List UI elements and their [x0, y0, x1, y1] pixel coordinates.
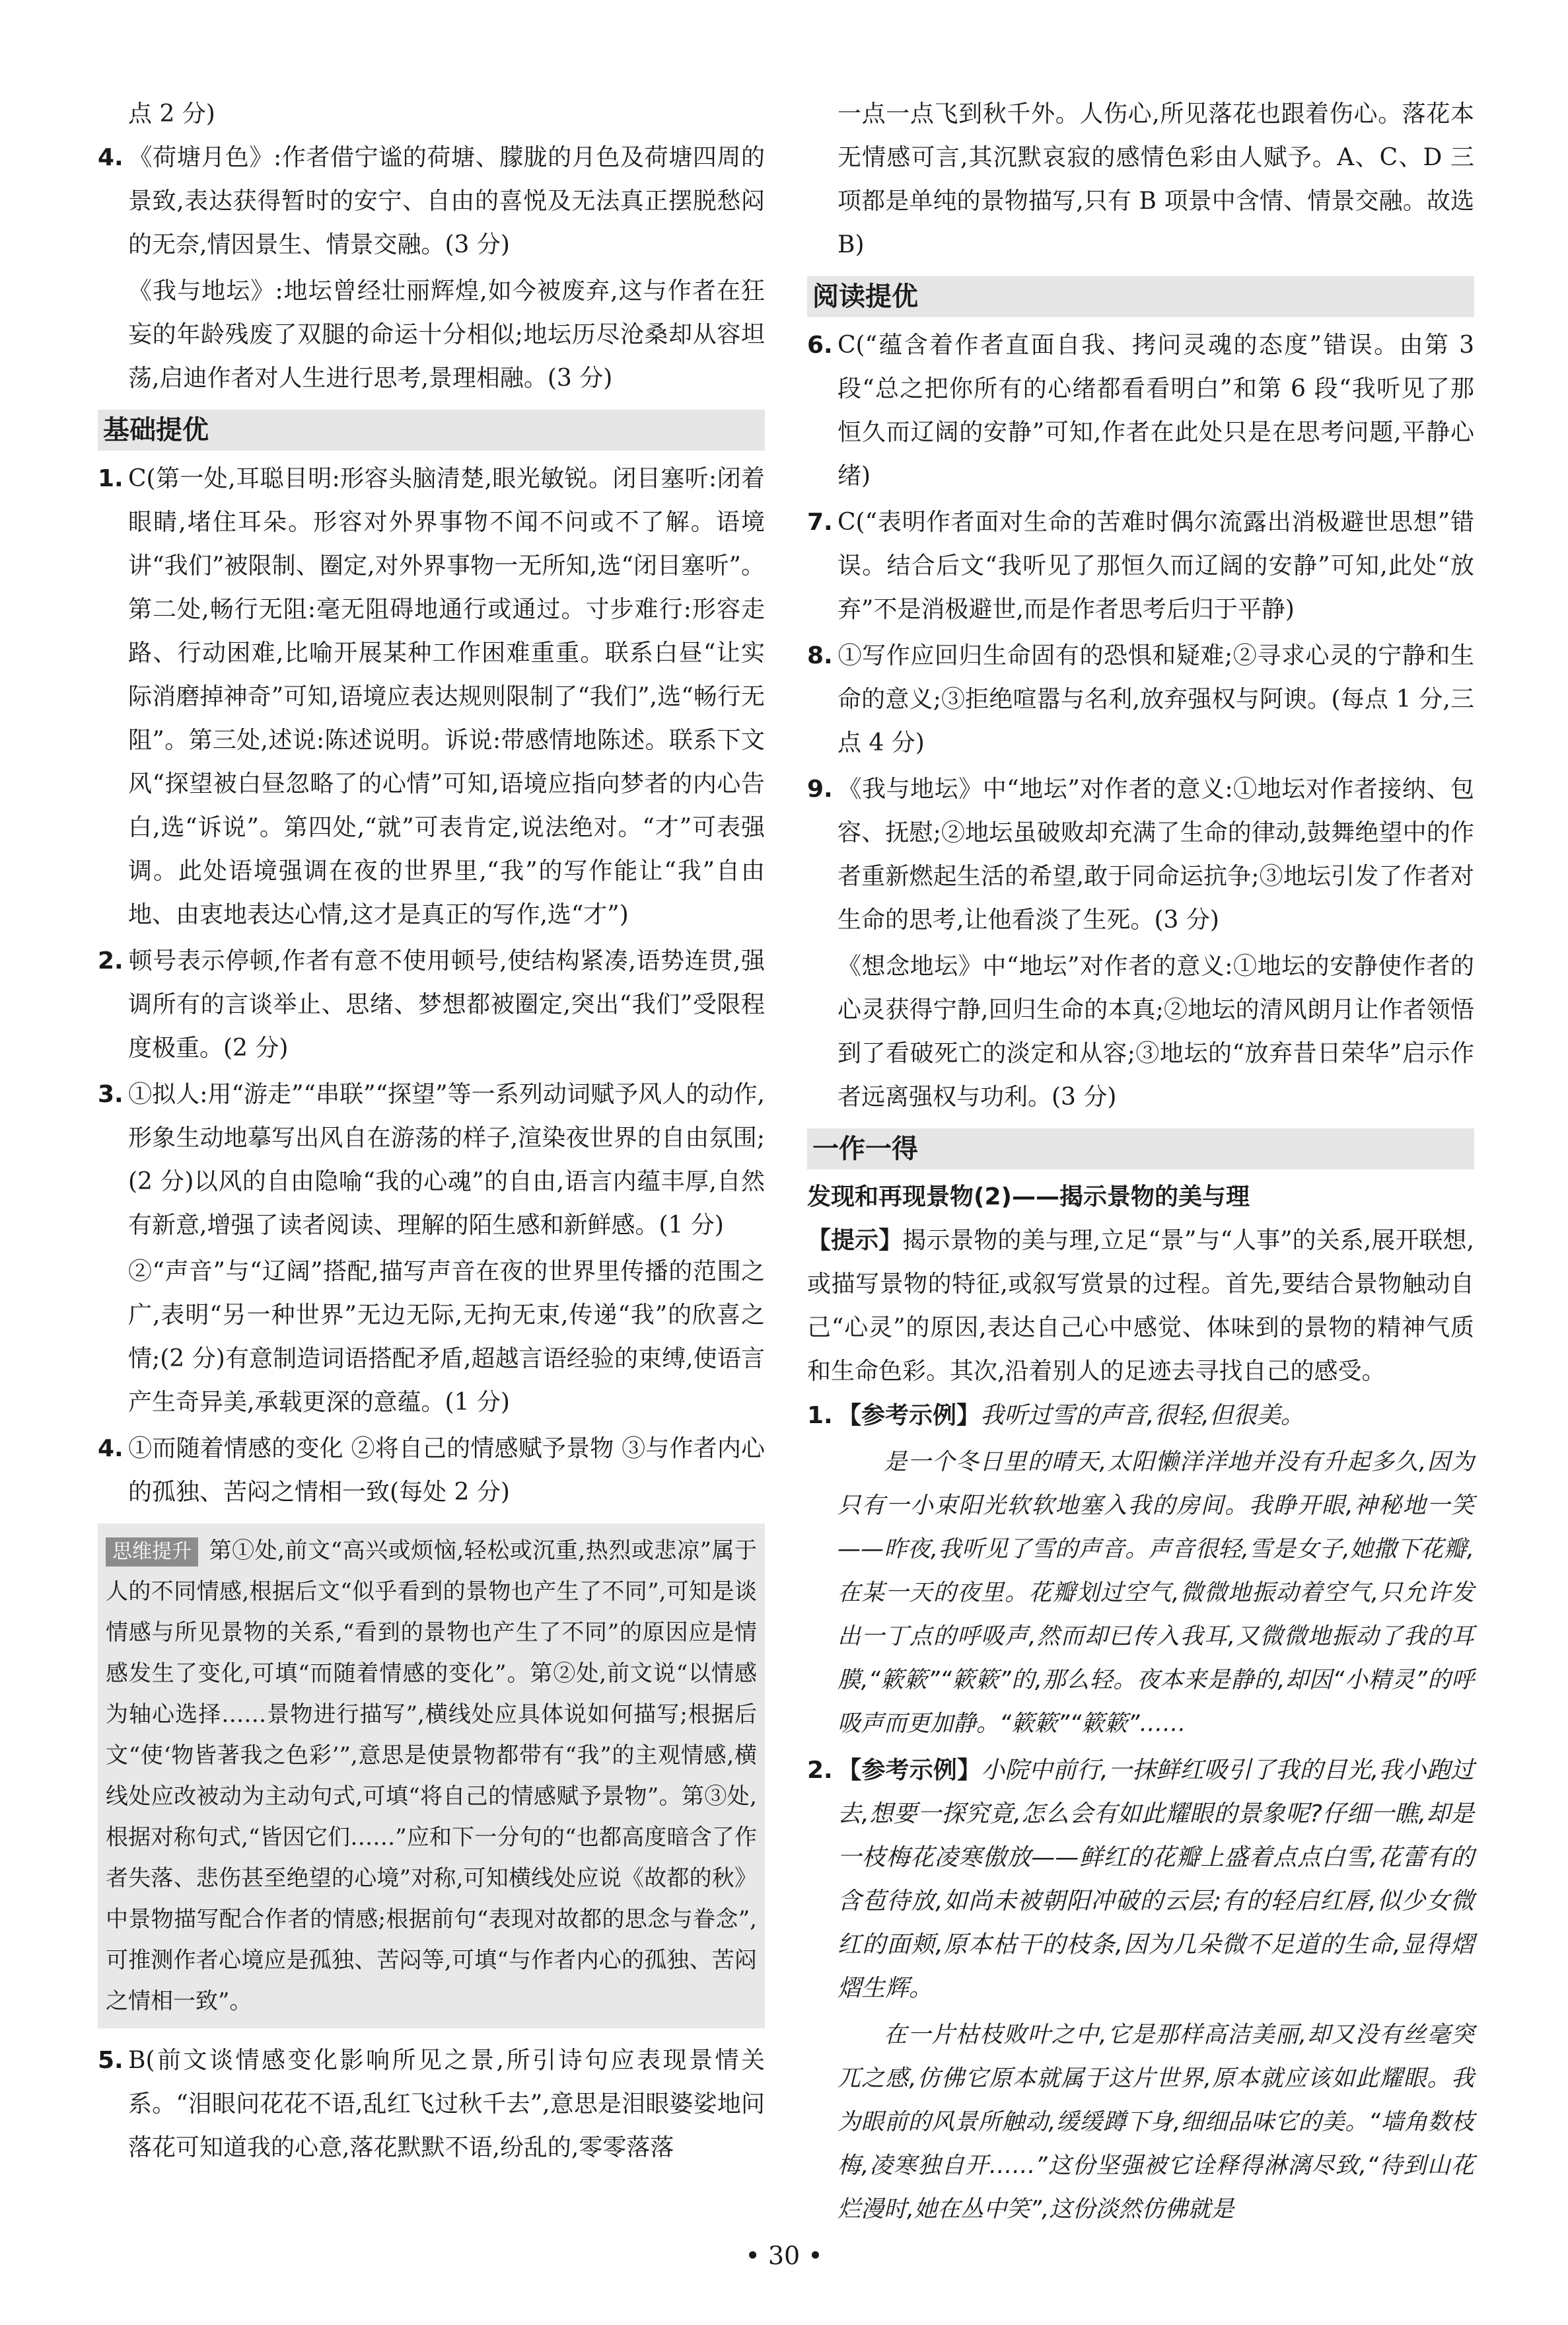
page-number: • 30 • — [745, 2241, 823, 2270]
reading-answer-9-part2: 《想念地坛》中“地坛”对作者的意义:①地坛的安静使作者的心灵获得宁静,回归生命的本真;②地坛的清风朗月让作者领悟到了看破死亡的淡定和从容;③地坛的“放弃昔日荣华”启示作者远离强权与功利。(3 分) — [837, 953, 1474, 1111]
hint-text: 揭示景物的美与理,立足“景”与“人事”的关系,展开联想,或描写景物的特征,或叙写赏景的过程。首先,要结合景物触动自己“心灵”的原因,表达自己心中感觉、体味到的景物的精神气质和生命色彩。其次,沿着别人的足迹去寻找自己的感受。 — [807, 1227, 1474, 1385]
right-continuation-text: 一点一点飞到秋千外。人伤心,所见落花也跟着伤心。落花本无情感可言,其沉默哀寂的感情色彩由人赋予。A、C、D 三项都是单纯的景物描写,只有 B 项景中含情、情景交融。故选 B) — [837, 100, 1474, 258]
basic-answer-5 — [98, 2039, 765, 2170]
item-text: B(前文谈情感变化影响所见之景,所引诗句应表现景情关系。“泪眼问花花不语,乱红飞过秋千去”,意思是泪眼婆娑地问落花可知道我的心意,落花默默不语,纷乱的,零零落落 — [128, 2047, 765, 2161]
basic-answer-1 — [98, 457, 765, 937]
item-number: 3. — [98, 1081, 124, 1108]
hint-tag: 【提示】 — [807, 1226, 903, 1254]
item-number: 6. — [807, 332, 833, 359]
item-number: 4. — [98, 1435, 124, 1462]
basic-answer-4 — [98, 1427, 765, 1514]
basic-answer-2 — [98, 940, 765, 1070]
item-text: 《荷塘月色》:作者借宁谧的荷塘、朦胧的月色及荷塘四周的景致,表达获得暂时的安宁、自由的喜悦及无法真正摆脱愁闷的无奈,情因景生、情景交融。(3 分) — [128, 144, 765, 258]
item-number: 7. — [807, 509, 833, 536]
answer-item-4-subparagraph: 《我与地坛》:地坛曾经壮丽辉煌,如今被废弃,这与作者在狂妄的年龄残废了双腿的命运十分相似;地坛历尽沧桑却从容坦荡,启迪作者对人生进行思考,景理相融。(3 分) — [128, 277, 765, 392]
item-text: ①而随着情感的变化 ②将自己的情感赋予景物 ③与作者内心的孤独、苦闷之情相一致(每处 2 分) — [128, 1435, 765, 1506]
thinking-text: 第①处,前文“高兴或烦恼,轻松或沉重,热烈或悲凉”属于人的不同情感,根据后文“似乎看到的景物也产生了不同”,可知是谈情感与所见景物的关系,“看到的景物也产生了不同”的原因应是情感发生了变化,可填“而随着情感的变化”。第②处,前文说“以情感为轴心选择……景物进行描写”,横线处应具体说如何描写;根据后文“使‘物皆著我之色彩’”,意思是使景物都带有“我”的主观情感,横线处应改被动为主动句式,可填“将自己的情感赋予景物”。第③处,根据对称句式,“皆因它们……”应和下一分句的“也都高度暗含了作者失落、悲伤甚至绝望的心境”对称,可知横线处应说《故都的秋》中景物描写配合作者的情感;根据前句“表现对故都的思念与眷念”,可推测作者心境应是孤独、苦闷等,可填“与作者内心的孤独、苦闷之情相一致”。 — [106, 1537, 757, 2014]
item-number: 1. — [98, 465, 124, 492]
item-text: C(“蕴含着作者直面自我、拷问灵魂的态度”错误。由第 3 段“总之把你所有的心绪都看看明白”和第 6 段“我听见了那恒久而辽阔的安静”可知,作者在此处只是在思考问题,平静心绪) — [837, 332, 1474, 490]
writing-example-1-paragraph: 是一个冬日里的晴天,太阳懒洋洋地并没有升起多久,因为只有一小束阳光软软地塞入我的房间。我睁开眼,神秘地一笑——昨夜,我听见了雪的声音。声音很轻,雪是女子,她撒下花瓣,在某一天的夜里。花瓣划过空气,微微地振动着空气,只允许发出一丁点的呼吸声,然而却已传入我耳,又微微地振动了我的耳膜,“簌簌”“簌簌”的,那么轻。夜本来是静的,却因“小精灵”的呼吸声而更加静。“簌簌”“簌簌”…… — [837, 1449, 1474, 1737]
example-lead: 小院中前行,一抹鲜红吸引了我的目光,我小跑过去,想要一探究竟,怎么会有如此耀眼的景象呢?仔细一瞧,却是一枝梅花凌寒傲放——鲜红的花瓣上盛着点点白雪,花蕾有的含苞待放,如尚未被朝阳冲破的云层;有的轻启红唇,似少女微红的面颊,原本枯干的枝条,因为几朵微不足道的生命,显得熠熠生辉。 — [837, 1757, 1474, 2002]
section-heading-basic: 基础提优 — [98, 410, 765, 451]
left-column — [98, 92, 765, 2172]
thinking-label: 思维提升 — [106, 1537, 198, 1567]
section-heading-reading: 阅读提优 — [807, 276, 1474, 317]
writing-example-1 — [807, 1393, 1474, 1438]
writing-hint — [807, 1218, 1474, 1393]
writing-example-2 — [807, 1748, 1474, 2011]
basic-answer-3-part2: ②“声音”与“辽阔”搭配,描写声音在夜的世界里传播的范围之广,表明“另一种世界”无边无际,无拘无束,传递“我”的欣喜之情;(2 分)有意制造词语搭配矛盾,超越言语经验的束缚,使语言产生奇异美,承载更深的意蕴。(1 分) — [128, 1258, 765, 1416]
answer-item-4-prev — [98, 136, 765, 267]
reading-answer-8 — [807, 634, 1474, 765]
section-heading-writing: 一作一得 — [807, 1128, 1474, 1169]
example-tag: 【参考示例】 — [837, 1401, 981, 1429]
item-text: ①拟人:用“游走”“串联”“探望”等一系列动词赋予风人的动作,形象生动地摹写出风自在游荡的样子,渲染夜世界的自由氛围;(2 分)以风的自由隐喻“我的心魂”的自由,语言内蕴丰厚,自然有新意,增强了读者阅读、理解的陌生感和新鲜感。(1 分) — [128, 1081, 765, 1239]
item-number: 2. — [98, 947, 124, 975]
item-number: 4. — [98, 144, 124, 171]
writing-example-2-paragraph: 在一片枯枝败叶之中,它是那样高洁美丽,却又没有丝毫突兀之感,仿佛它原本就属于这片世界,原本就应该如此耀眼。我为眼前的风景所触动,缓缓蹲下身,细细品味它的美。“墙角数枝梅,凌寒独自开……”这份坚强被它诠释得淋漓尽致,“待到山花烂漫时,她在丛中笑”,这份淡然仿佛就是 — [837, 2022, 1474, 2223]
reading-answer-7 — [807, 501, 1474, 632]
example-lead: 我听过雪的声音,很轻,但很美。 — [980, 1402, 1304, 1429]
item-text: C(第一处,耳聪目明:形容头脑清楚,眼光敏锐。闭目塞听:闭着眼睛,堵住耳朵。形容对外界事物不闻不问或不了解。语境讲“我们”被限制、圈定,对外界事物一无所知,选“闭目塞听”。第二处,畅行无阻:毫无阻碍地通行或通过。寸步难行:形容走路、行动困难,比喻开展某种工作困难重重。联系白昼“让实际消磨掉神奇”可知,语境应表达规则限制了“我们”,选“畅行无阻”。第三处,述说:陈述说明。诉说:带感情地陈述。联系下文风“探望被白昼忽略了的心情”可知,语境应指向梦者的内心告白,选“诉说”。第四处,“就”可表肯定,说法绝对。“才”可表强调。此处语境强调在夜的世界里,“我”的写作能让“我”自由地、由衷地表达心情,这才是真正的写作,选“才”) — [128, 465, 765, 928]
item-text: ①写作应回归生命固有的恐惧和疑难;②寻求心灵的宁静和生命的意义;③拒绝喧嚣与名利,放弃强权与阿谀。(每点 1 分,三点 4 分) — [837, 642, 1474, 757]
left-continuation-text: 点 2 分) — [128, 100, 215, 128]
item-text: C(“表明作者面对生命的苦难时偶尔流露出消极避世思想”错误。结合后文“我听见了那恒久而辽阔的安静”可知,此处“放弃”不是消极避世,而是作者思考后归于平静) — [837, 509, 1474, 623]
item-number: 8. — [807, 642, 833, 669]
item-text: 《我与地坛》中“地坛”对作者的意义:①地坛对作者接纳、包容、抚慰;②地坛虽破败却充满了生命的律动,鼓舞绝望中的作者重新燃起生活的希望,敢于同命运抗争;③地坛引发了作者对生命的思考,让他看淡了生死。(3 分) — [837, 776, 1474, 934]
basic-answer-3 — [98, 1073, 765, 1247]
item-text: 顿号表示停顿,作者有意不使用顿号,使结构紧凑,语势连贯,强调所有的言谈举止、思绪、梦想都被圈定,突出“我们”受限程度极重。(2 分) — [128, 947, 765, 1062]
item-number: 2. — [807, 1757, 833, 1784]
example-tag: 【参考示例】 — [837, 1756, 981, 1784]
reading-answer-6 — [807, 324, 1474, 498]
item-number: 1. — [807, 1402, 833, 1429]
writing-topic-title: 发现和再现景物(2)——揭示景物的美与理 — [807, 1183, 1250, 1210]
item-number: 9. — [807, 776, 833, 803]
right-column — [807, 92, 1474, 2234]
thinking-box — [98, 1524, 765, 2028]
item-number: 5. — [98, 2047, 124, 2074]
reading-answer-9 — [807, 768, 1474, 942]
